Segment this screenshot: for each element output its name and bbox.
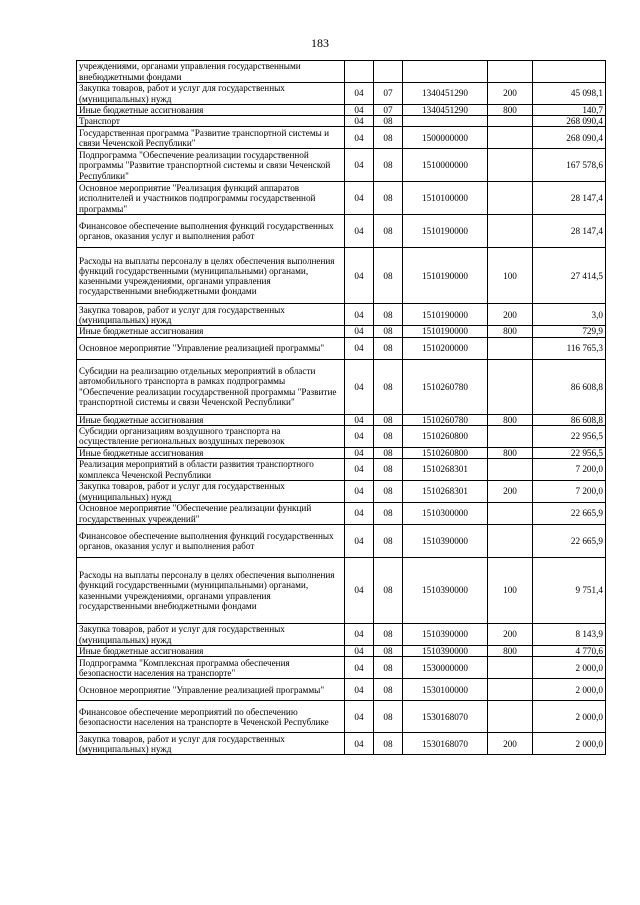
budget-item-name: Закупка товаров, работ и услуг для государственных (муниципальных) нужд xyxy=(77,83,345,105)
budget-item-name: Основное мероприятие "Управление реализацией программы" xyxy=(77,337,345,359)
expense-type-code: 200 xyxy=(488,624,533,646)
budget-item-name: Иные бюджетные ассигнования xyxy=(77,447,345,458)
amount: 86 608,8 xyxy=(533,414,606,425)
budget-item-name: Основное мероприятие "Реализация функций аппаратов исполнителей и участников подпрограммы государственной программы" xyxy=(77,182,345,215)
table-row xyxy=(77,646,606,657)
section-code: 04 xyxy=(345,481,374,503)
table-row xyxy=(77,149,606,182)
amount: 140,7 xyxy=(533,105,606,116)
budget-item-name: Основное мероприятие "Обеспечение реализации функций государственных учреждений" xyxy=(77,503,345,525)
amount: 22 956,5 xyxy=(533,425,606,447)
budget-item-name: Иные бюджетные ассигнования xyxy=(77,105,345,116)
section-code: 04 xyxy=(345,425,374,447)
target-article-code: 1530168070 xyxy=(403,733,488,755)
section-code: 04 xyxy=(345,459,374,481)
target-article-code: 1510260780 xyxy=(403,359,488,414)
amount: 7 200,0 xyxy=(533,481,606,503)
expense-type-code: 200 xyxy=(488,733,533,755)
amount: 2 000,0 xyxy=(533,679,606,701)
subsection-code: 08 xyxy=(374,733,403,755)
subsection-code xyxy=(374,61,403,83)
subsection-code: 08 xyxy=(374,481,403,503)
subsection-code: 08 xyxy=(374,149,403,182)
subsection-code: 08 xyxy=(374,116,403,127)
table-row xyxy=(77,425,606,447)
amount: 4 770,6 xyxy=(533,646,606,657)
budget-item-name: Закупка товаров, работ и услуг для государственных (муниципальных) нужд xyxy=(77,733,345,755)
table-row xyxy=(77,679,606,701)
expense-type-code: 100 xyxy=(488,248,533,304)
table-row xyxy=(77,624,606,646)
section-code: 04 xyxy=(345,149,374,182)
section-code: 04 xyxy=(345,646,374,657)
amount: 28 147,4 xyxy=(533,215,606,248)
target-article-code: 1510390000 xyxy=(403,525,488,558)
amount: 2 000,0 xyxy=(533,701,606,733)
amount: 268 090,4 xyxy=(533,116,606,127)
table-row xyxy=(77,248,606,304)
subsection-code: 08 xyxy=(374,248,403,304)
budget-item-name: Иные бюджетные ассигнования xyxy=(77,414,345,425)
amount: 22 665,9 xyxy=(533,525,606,558)
table-row xyxy=(77,481,606,503)
section-code: 04 xyxy=(345,701,374,733)
amount: 3,0 xyxy=(533,304,606,326)
subsection-code: 08 xyxy=(374,459,403,481)
subsection-code: 08 xyxy=(374,679,403,701)
expense-type-code xyxy=(488,525,533,558)
table-row xyxy=(77,657,606,679)
expense-type-code xyxy=(488,215,533,248)
section-code: 04 xyxy=(345,337,374,359)
expense-type-code xyxy=(488,359,533,414)
budget-item-name: Подпрограмма "Комплексная программа обеспечения безопасности населения на транспорте" xyxy=(77,657,345,679)
table-row xyxy=(77,182,606,215)
budget-table-body xyxy=(77,61,606,755)
target-article-code: 1510390000 xyxy=(403,624,488,646)
target-article-code: 1510190000 xyxy=(403,326,488,337)
subsection-code: 08 xyxy=(374,646,403,657)
table-row xyxy=(77,337,606,359)
target-article-code: 1510190000 xyxy=(403,248,488,304)
subsection-code: 08 xyxy=(374,657,403,679)
target-article-code: 1510190000 xyxy=(403,304,488,326)
budget-item-name: Субсидии на реализацию отдельных мероприятий в области автомобильного транспорта в рамках подпрограммы "Обеспечение реализации государственной программы "Развитие транспортной системы и связи Чеченской Республики" xyxy=(77,359,345,414)
subsection-code: 08 xyxy=(374,326,403,337)
table-row xyxy=(77,105,606,116)
expense-type-code: 200 xyxy=(488,83,533,105)
expense-type-code xyxy=(488,459,533,481)
table-row xyxy=(77,326,606,337)
target-article-code xyxy=(403,61,488,83)
section-code: 04 xyxy=(345,116,374,127)
subsection-code: 07 xyxy=(374,105,403,116)
target-article-code: 1510390000 xyxy=(403,558,488,624)
budget-item-name: Государственная программа "Развитие транспортной системы и связи Чеченской Республики" xyxy=(77,127,345,149)
budget-item-name: Иные бюджетные ассигнования xyxy=(77,326,345,337)
amount: 86 608,8 xyxy=(533,359,606,414)
subsection-code: 08 xyxy=(374,359,403,414)
budget-item-name: Закупка товаров, работ и услуг для государственных (муниципальных) нужд xyxy=(77,481,345,503)
amount: 7 200,0 xyxy=(533,459,606,481)
target-article-code: 1510200000 xyxy=(403,337,488,359)
section-code xyxy=(345,61,374,83)
expense-type-code xyxy=(488,149,533,182)
subsection-code: 08 xyxy=(374,525,403,558)
table-row xyxy=(77,127,606,149)
table-row xyxy=(77,701,606,733)
section-code: 04 xyxy=(345,558,374,624)
budget-item-name: Транспорт xyxy=(77,116,345,127)
budget-item-name: Закупка товаров, работ и услуг для государственных (муниципальных) нужд xyxy=(77,624,345,646)
budget-item-name: Основное мероприятие "Управление реализацией программы" xyxy=(77,679,345,701)
section-code: 04 xyxy=(345,447,374,458)
amount: 8 143,9 xyxy=(533,624,606,646)
table-row xyxy=(77,503,606,525)
budget-item-name: Расходы на выплаты персоналу в целях обеспечения выполнения функций государственными (муниципальными) органами, казенными учреждениями, органами управления государственными внебюджетными фондами xyxy=(77,248,345,304)
amount: 27 414,5 xyxy=(533,248,606,304)
expense-type-code xyxy=(488,61,533,83)
table-row xyxy=(77,447,606,458)
table-row xyxy=(77,304,606,326)
amount: 28 147,4 xyxy=(533,182,606,215)
target-article-code: 1530100000 xyxy=(403,679,488,701)
section-code: 04 xyxy=(345,215,374,248)
section-code: 04 xyxy=(345,679,374,701)
section-code: 04 xyxy=(345,83,374,105)
amount: 9 751,4 xyxy=(533,558,606,624)
subsection-code: 07 xyxy=(374,83,403,105)
expense-type-code: 800 xyxy=(488,105,533,116)
subsection-code: 08 xyxy=(374,701,403,733)
target-article-code: 1510190000 xyxy=(403,215,488,248)
expense-type-code xyxy=(488,127,533,149)
table-row xyxy=(77,525,606,558)
table-row xyxy=(77,558,606,624)
section-code: 04 xyxy=(345,359,374,414)
budget-item-name: Финансовое обеспечение выполнения функций государственных органов, оказания услуг и выполнения работ xyxy=(77,215,345,248)
subsection-code: 08 xyxy=(374,414,403,425)
amount: 45 098,1 xyxy=(533,83,606,105)
target-article-code: 1500000000 xyxy=(403,127,488,149)
expense-type-code xyxy=(488,182,533,215)
section-code: 04 xyxy=(345,414,374,425)
amount: 22 956,5 xyxy=(533,447,606,458)
target-article-code: 1510300000 xyxy=(403,503,488,525)
table-row xyxy=(77,733,606,755)
section-code: 04 xyxy=(345,304,374,326)
budget-item-name: учреждениями, органами управления государственными внебюджетными фондами xyxy=(77,61,345,83)
target-article-code: 1530168070 xyxy=(403,701,488,733)
amount: 22 665,9 xyxy=(533,503,606,525)
expense-type-code: 800 xyxy=(488,414,533,425)
expense-type-code xyxy=(488,657,533,679)
amount: 116 765,3 xyxy=(533,337,606,359)
section-code: 04 xyxy=(345,525,374,558)
target-article-code: 1340451290 xyxy=(403,105,488,116)
target-article-code: 1510260780 xyxy=(403,414,488,425)
target-article-code: 1340451290 xyxy=(403,83,488,105)
target-article-code: 1530000000 xyxy=(403,657,488,679)
table-row xyxy=(77,459,606,481)
budget-item-name: Реализация мероприятий в области развития транспортного комплекса Чеченской Республики xyxy=(77,459,345,481)
section-code: 04 xyxy=(345,624,374,646)
target-article-code: 1510100000 xyxy=(403,182,488,215)
budget-item-name: Иные бюджетные ассигнования xyxy=(77,646,345,657)
expense-type-code: 800 xyxy=(488,326,533,337)
target-article-code: 1510268301 xyxy=(403,481,488,503)
expense-type-code: 800 xyxy=(488,447,533,458)
subsection-code: 08 xyxy=(374,503,403,525)
target-article-code xyxy=(403,116,488,127)
table-row xyxy=(77,359,606,414)
subsection-code: 08 xyxy=(374,558,403,624)
section-code: 04 xyxy=(345,248,374,304)
expense-type-code xyxy=(488,679,533,701)
section-code: 04 xyxy=(345,105,374,116)
target-article-code: 1510390000 xyxy=(403,646,488,657)
target-article-code: 1510000000 xyxy=(403,149,488,182)
target-article-code: 1510260800 xyxy=(403,425,488,447)
table-row xyxy=(77,414,606,425)
expense-type-code: 200 xyxy=(488,304,533,326)
section-code: 04 xyxy=(345,733,374,755)
page-number: 183 xyxy=(311,36,329,50)
expense-type-code xyxy=(488,503,533,525)
section-code: 04 xyxy=(345,182,374,215)
expense-type-code: 800 xyxy=(488,646,533,657)
budget-item-name: Закупка товаров, работ и услуг для государственных (муниципальных) нужд xyxy=(77,304,345,326)
table-row xyxy=(77,116,606,127)
table-row xyxy=(77,83,606,105)
amount: 2 000,0 xyxy=(533,733,606,755)
table-row xyxy=(77,215,606,248)
target-article-code: 1510268301 xyxy=(403,459,488,481)
amount: 729,9 xyxy=(533,326,606,337)
budget-item-name: Субсидии организациям воздушного транспорта на осуществление региональных воздушных перевозок xyxy=(77,425,345,447)
subsection-code: 08 xyxy=(374,337,403,359)
budget-item-name: Расходы на выплаты персоналу в целях обеспечения выполнения функций государственными (муниципальными) органами, казенными учреждениями, органами управления государственными внебюджетными фондами xyxy=(77,558,345,624)
subsection-code: 08 xyxy=(374,215,403,248)
subsection-code: 08 xyxy=(374,304,403,326)
amount: 167 578,6 xyxy=(533,149,606,182)
expense-type-code xyxy=(488,337,533,359)
section-code: 04 xyxy=(345,657,374,679)
expense-type-code: 200 xyxy=(488,481,533,503)
subsection-code: 08 xyxy=(374,182,403,215)
subsection-code: 08 xyxy=(374,447,403,458)
amount xyxy=(533,61,606,83)
section-code: 04 xyxy=(345,503,374,525)
budget-table xyxy=(76,60,606,755)
budget-item-name: Финансовое обеспечение выполнения функций государственных органов, оказания услуг и выполнения работ xyxy=(77,525,345,558)
subsection-code: 08 xyxy=(374,425,403,447)
budget-item-name: Подпрограмма "Обеспечение реализации государственной программы "Развитие транспортной системы и связи Чеченской Республики" xyxy=(77,149,345,182)
subsection-code: 08 xyxy=(374,624,403,646)
section-code: 04 xyxy=(345,127,374,149)
expense-type-code xyxy=(488,116,533,127)
expense-type-code xyxy=(488,701,533,733)
expense-type-code: 100 xyxy=(488,558,533,624)
table-row xyxy=(77,61,606,83)
subsection-code: 08 xyxy=(374,127,403,149)
budget-item-name: Финансовое обеспечение мероприятий по обеспечению безопасности населения на транспорте в Чеченской Республике xyxy=(77,701,345,733)
amount: 268 090,4 xyxy=(533,127,606,149)
amount: 2 000,0 xyxy=(533,657,606,679)
target-article-code: 1510260800 xyxy=(403,447,488,458)
expense-type-code xyxy=(488,425,533,447)
section-code: 04 xyxy=(345,326,374,337)
